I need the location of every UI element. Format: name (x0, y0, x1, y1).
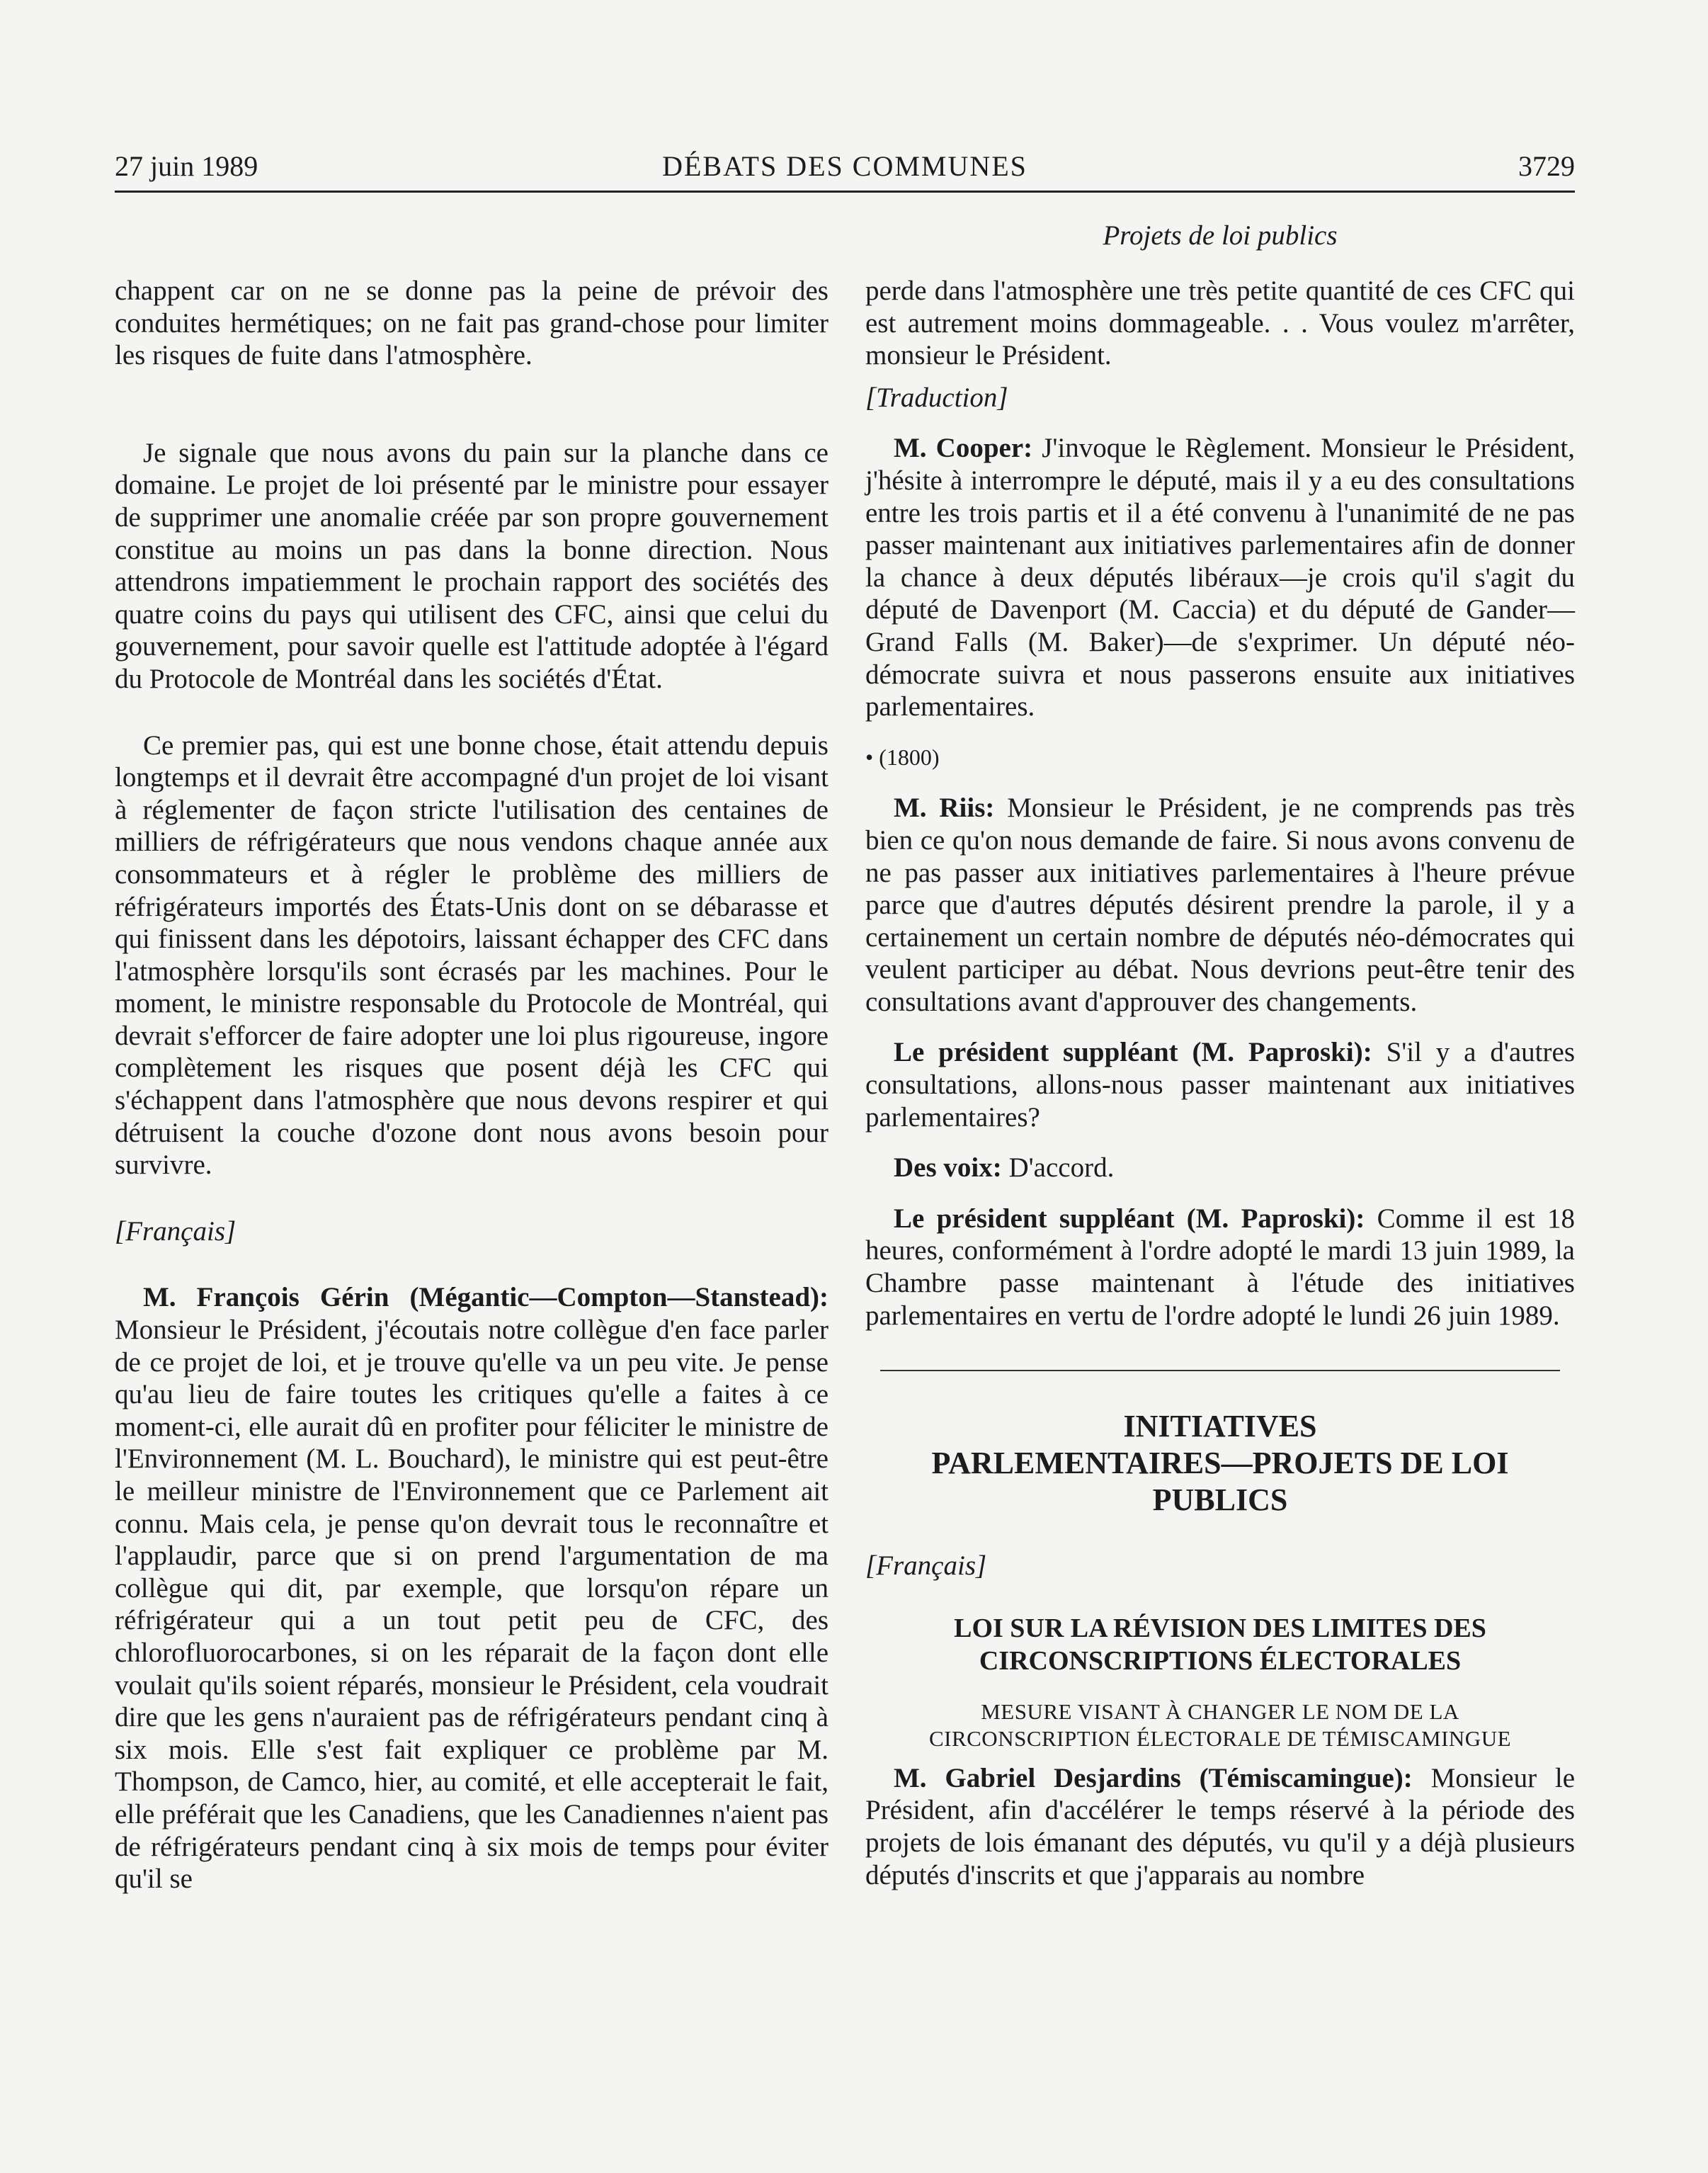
speaker-name: M. Cooper: (894, 433, 1033, 464)
header-date: 27 juin 1989 (115, 150, 258, 182)
speech-gerin: M. François Gérin (Mégantic—Compton—Stanstead): Monsieur le Président, j'écoutais notre collègue d'en face parler de ce projet de loi, et je trouve qu'elle va un peu vite. Je pense qu'au lieu de faire toutes les critiques qu'elle a faites à ce moment-ci, elle aurait dû en profiter pour féliciter le ministre de l'Environnement (M. L. Bouchard), le ministre qui est peut-être le meilleur ministre de l'Environnement que ce Parlement ait connu. Mais cela, je pense qu'on devrait tous le reconnaître et l'applaudir, parce que si on prend l'argumentation de ma collègue qui dit, par exemple, que lorsqu'on répare un réfrigérateur qui a un tout petit peu de CFC, des chlorofluorocarbones, si on les réparait de la façon dont elle voulait qu'ils soient réparés, monsieur le Président, cela voudrait dire que les gens n'auraient pas de réfrigérateurs pendant cinq à six mois. Elle s'est fait expliquer ce problème par M. Thompson, de Camco, hier, au comité, et elle accepterait le fait, elle préférait que les Canadiens, que les Canadiennes n'aient pas de réfrigérateurs pendant cinq à six mois de temps pour éviter qu'il se (115, 1282, 829, 1895)
language-tag: [Français] (865, 1550, 987, 1582)
speaker-name: M. François Gérin (Mégantic—Compton—Stanstead): (143, 1282, 829, 1313)
paragraph: perde dans l'atmosphère une très petite quantité de ces CFC qui est autrement moins dommageable. . . Vous voulez m'arrêter, monsieur le Président. (865, 276, 1575, 371)
speaker-name: Le président suppléant (M. Paproski): (894, 1203, 1365, 1234)
measure-title: MESURE VISANT À CHANGER LE NOM DE LA CIRCONSCRIPTION ÉLECTORALE DE TÉMISCAMINGUE (928, 1698, 1512, 1751)
section-heading: INITIATIVES PARLEMENTAIRES—PROJETS DE LOI PUBLICS (931, 1409, 1509, 1518)
time-marker: • (1800) (865, 744, 940, 770)
page-header (115, 145, 1575, 193)
left-column (115, 275, 829, 1895)
section-label: Projets de loi publics (1103, 220, 1338, 251)
language-tag: [Traduction] (865, 382, 1008, 413)
speech-desjardins: M. Gabriel Desjardins (Témiscamingue): Monsieur le Président, afin d'accélérer le temps réservé à la période des projets de lois émanant des députés, vu qu'il y a déjà plusieurs députés d'inscrits et que j'apparais au nombre (865, 1762, 1576, 1890)
header-title: DÉBATS DES COMMUNES (662, 150, 1027, 182)
paragraph: Ce premier pas, qui est une bonne chose, était attendu depuis longtemps et il devrait être accompagné d'un projet de loi visant à réglementer de façon stricte l'utilisation des centaines de milliers de réfrigérateurs que nous vendons chaque année aux consommateurs et à régler le problème des milliers de réfrigérateurs importés des États-Unis dont on se débarasse et qui finissent dans les dépotoirs, laissant échapper des CFC dans l'atmosphère lorsqu'ils sont écrasés par les machines. Pour le moment, le ministre responsable du Protocole de Montréal, qui devrait s'efforcer de faire adopter une loi plus rigoureuse, ingore complètement les risques que posent déjà les CFC qui s'échappent dans l'atmosphère que nous devons respirer et qui détruisent la couche d'ozone dont nous avons besoin pour survivre. (115, 730, 829, 1181)
speech-voix: Des voix: D'accord. (894, 1152, 1115, 1184)
speaker-name: Le président suppléant (M. Paproski): (894, 1037, 1372, 1068)
paragraph: Je signale que nous avons du pain sur la planche dans ce domaine. Le projet de loi présenté par le ministre pour essayer de supprimer une anomalie créée par son propre gouvernement constitue au moins un pas dans la bonne direction. Nous attendrons impatiemment le prochain rapport des sociétés des quatre coins du pays qui utilisent des CFC, ainsi que celui du gouvernement, pour savoir quelle est l'attitude adoptée à l'égard du Protocole de Montréal dans les sociétés d'État. (115, 437, 829, 694)
page-number: 3729 (1518, 150, 1575, 182)
paragraph: chappent car on ne se donne pas la peine de prévoir des conduites hermétiques; on ne fait pas grand-chose pour limiter les risques de fuite dans l'atmosphère. (115, 276, 829, 371)
language-tag: [Français] (115, 1215, 237, 1247)
speech-paproski: Le président suppléant (M. Paproski): Comme il est 18 heures, conformément à l'ordre adopté le mardi 13 juin 1989, la Chambre passe maintenant à l'étude des initiatives parlementaires en vertu de l'ordre adopté le lundi 26 juin 1989. (865, 1203, 1575, 1331)
speaker-name: M. Gabriel Desjardins (Témiscamingue): (894, 1762, 1413, 1793)
speaker-name: M. Riis: (894, 793, 995, 824)
speech-cooper: M. Cooper: J'invoque le Règlement. Monsieur le Président, j'hésite à interrompre le député, mais il y a eu des consultations entre les trois partis et il a été convenu à l'unanimité de ne pas passer maintenant aux initiatives parlementaires afin de donner la chance à deux députés libéraux—je crois qu'il s'agit du député de Davenport (M. Caccia) et du député de Gander—Grand Falls (M. Baker)—de s'exprimer. Un député néo-démocrate suivra et nous passerons ensuite aux initiatives parlementaires. (865, 433, 1575, 722)
speech-paproski: Le président suppléant (M. Paproski): S'il y a d'autres consultations, allons-nous passer maintenant aux initiatives parlementaires? (865, 1037, 1575, 1133)
speaker-name: Des voix: (894, 1152, 1002, 1184)
speech-riis: M. Riis: Monsieur le Président, je ne comprends pas très bien ce qu'on nous demande de faire. Si nous avons convenu de ne pas passer aux initiatives parlementaires à l'heure prévue parce que d'autres députés désirent prendre la parole, il y a certainement un certain nombre de députés néo-démocrates qui veulent participer au débat. Nous devrions peut-être tenir des consultations avant d'approuver des changements. (865, 793, 1576, 1017)
bill-title: LOI SUR LA RÉVISION DES LIMITES DES CIRCONSCRIPTIONS ÉLECTORALES (954, 1613, 1486, 1676)
right-column (865, 275, 1575, 1891)
